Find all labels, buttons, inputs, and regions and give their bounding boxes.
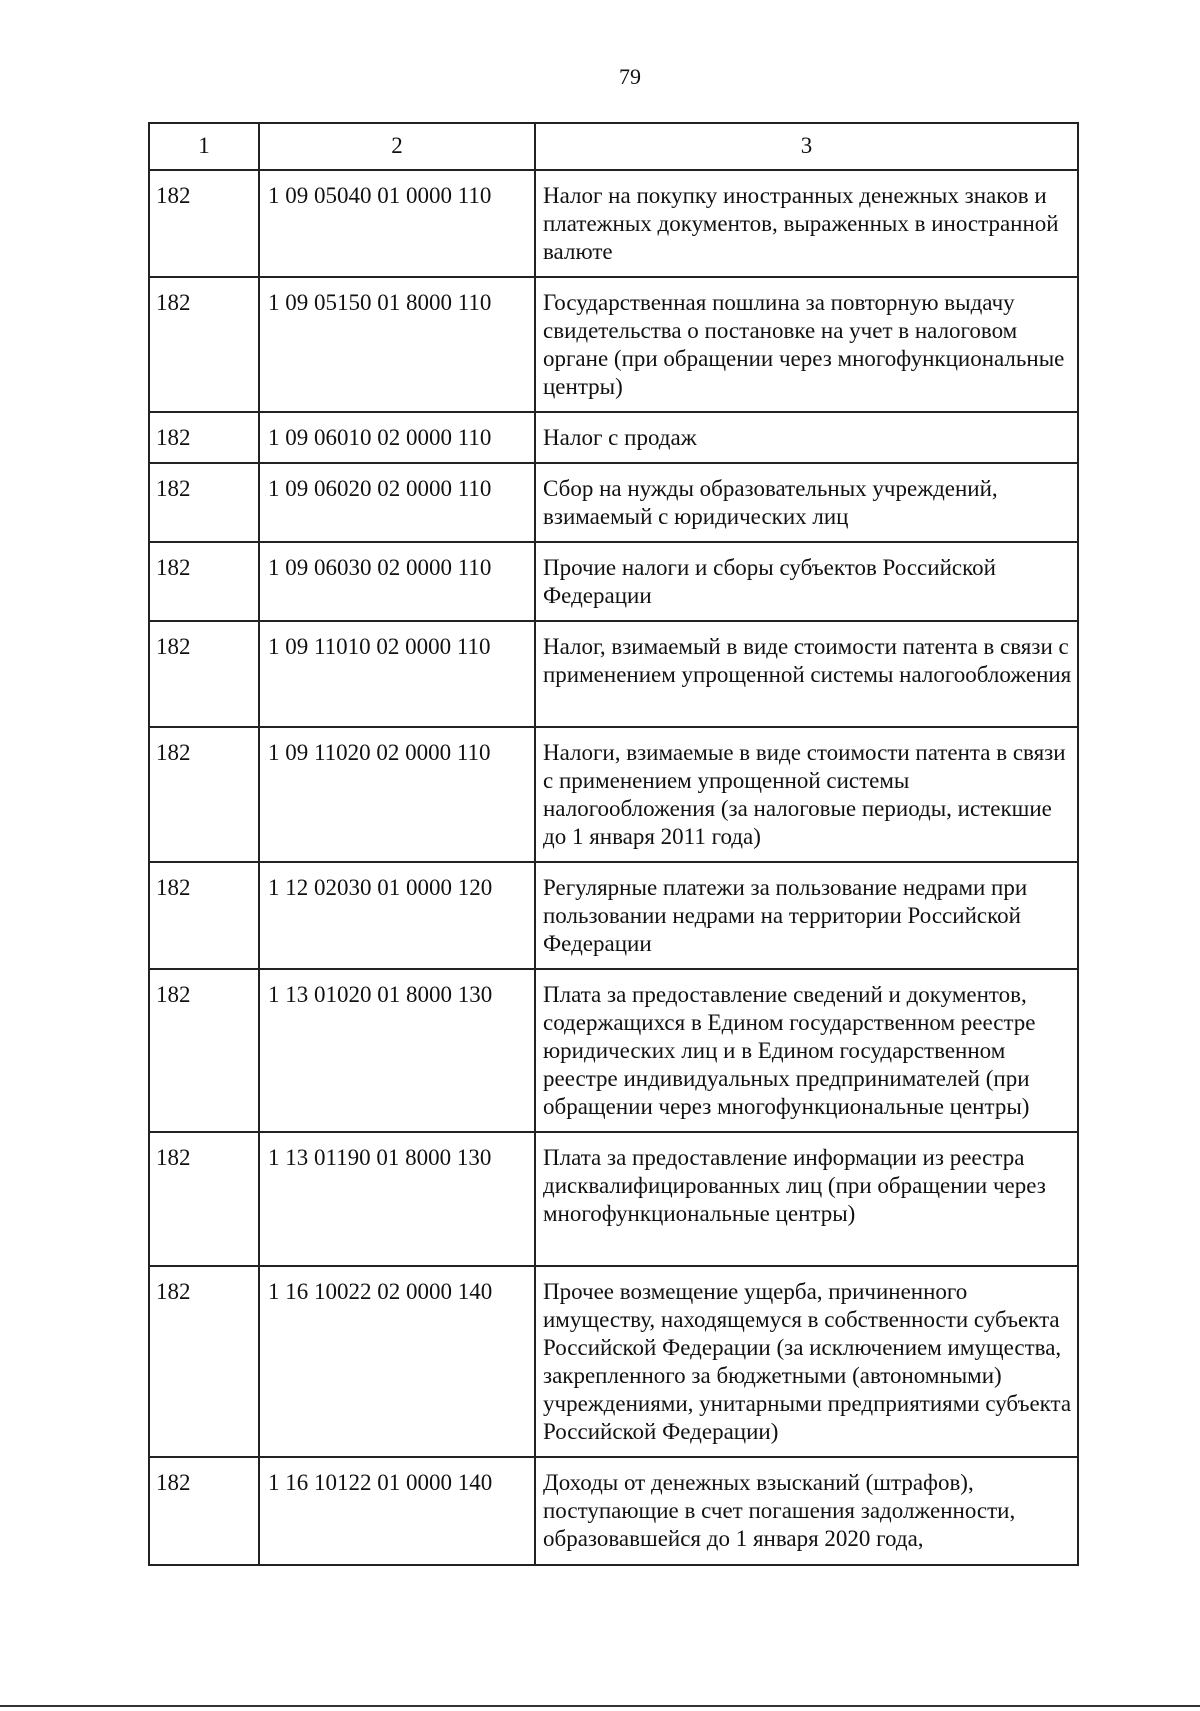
budget-code-cell (259, 1266, 535, 1457)
table-header (149, 123, 1078, 170)
budget-code-cell (259, 621, 535, 727)
header-row (149, 123, 1078, 170)
admin-code-cell: 182 (149, 1457, 259, 1565)
admin-code-cell: 182 (149, 862, 259, 969)
table-row (149, 621, 1078, 727)
table-row (149, 1266, 1078, 1457)
revenue-name-cell: Сбор на нужды образовательных учреждений, взимаемый с юридических лиц (535, 463, 1078, 542)
revenue-name-cell: Налог, взимаемый в виде стоимости патента в связи с применением упрощенной системы налогообложения (535, 621, 1078, 727)
revenue-name-cell: Налог с продаж (535, 412, 1078, 463)
budget-code-text: 1 13 01020 01 8000 130 (268, 982, 493, 1007)
table-row (149, 542, 1078, 621)
budget-code-cell (259, 727, 535, 862)
revenue-codes-table (148, 122, 1079, 1566)
admin-code-cell: 182 (149, 1266, 259, 1457)
table-body (149, 170, 1078, 1565)
budget-code-cell (259, 542, 535, 621)
revenue-name-cell: Доходы от денежных взысканий (штрафов), поступающие в счет погашения задолженности, образовавшейся до 1 января 2020 года, (535, 1457, 1078, 1565)
budget-code-cell (259, 412, 535, 463)
budget-code-text: 1 16 10022 02 0000 140 (268, 1279, 493, 1304)
admin-code-cell: 182 (149, 969, 259, 1132)
admin-code-cell: 182 (149, 542, 259, 621)
revenue-name-cell: Прочее возмещение ущерба, причиненного имуществу, находящемуся в собственности субъекта Российской Федерации (за исключением имущества, закрепленного за бюджетными (автономными) учреждениями, унитарными предприятиями субъекта Российской Федерации) (535, 1266, 1078, 1457)
table-row (149, 1132, 1078, 1266)
table-row (149, 727, 1078, 862)
revenue-name-cell: Прочие налоги и сборы субъектов Российской Федерации (535, 542, 1078, 621)
revenue-name-cell: Плата за предоставление сведений и документов, содержащихся в Едином государственном реестре юридических лиц и в Едином государственном реестре индивидуальных предпринимателей (при обращении через многофункциональные центры) (535, 969, 1078, 1132)
revenue-name-cell: Налог на покупку иностранных денежных знаков и платежных документов, выраженных в иностранной валюте (535, 170, 1078, 277)
budget-code-text: 1 12 02030 01 0000 120 (268, 875, 493, 900)
budget-code-text: 1 09 05150 01 8000 110 (268, 290, 492, 315)
revenue-name-cell: Налоги, взимаемые в виде стоимости патента в связи с применением упрощенной системы налогообложения (за налоговые периоды, истекшие до 1 января 2011 года) (535, 727, 1078, 862)
admin-code-cell: 182 (149, 277, 259, 412)
admin-code-cell: 182 (149, 412, 259, 463)
admin-code-cell: 182 (149, 621, 259, 727)
budget-code-text: 1 09 11020 02 0000 110 (268, 740, 491, 765)
column-header-1: 1 (149, 123, 259, 170)
admin-code-cell: 182 (149, 463, 259, 542)
budget-code-cell (259, 170, 535, 277)
budget-code-text: 1 09 06030 02 0000 110 (268, 555, 492, 580)
column-header-3: 3 (535, 123, 1078, 170)
revenue-name-cell: Государственная пошлина за повторную выдачу свидетельства о постановке на учет в налоговом органе (при обращении через многофункциональные центры) (535, 277, 1078, 412)
table-row (149, 277, 1078, 412)
budget-code-text: 1 09 06010 02 0000 110 (268, 425, 492, 450)
budget-code-cell (259, 463, 535, 542)
budget-code-text: 1 09 06020 02 0000 110 (268, 476, 492, 501)
table-row (149, 862, 1078, 969)
revenue-name-cell: Регулярные платежи за пользование недрами при пользовании недрами на территории Российской Федерации (535, 862, 1078, 969)
revenue-name-cell: Плата за предоставление информации из реестра дисквалифицированных лиц (при обращении через многофункциональные центры) (535, 1132, 1078, 1266)
admin-code-cell: 182 (149, 1132, 259, 1266)
table-row (149, 1457, 1078, 1565)
budget-code-cell (259, 862, 535, 969)
budget-code-cell (259, 1132, 535, 1266)
scan-bottom-edge (0, 1705, 1200, 1707)
budget-code-cell (259, 1457, 535, 1565)
budget-code-text: 1 16 10122 01 0000 140 (268, 1470, 493, 1495)
table-row (149, 412, 1078, 463)
budget-code-cell (259, 277, 535, 412)
column-header-2: 2 (259, 123, 535, 170)
admin-code-cell: 182 (149, 170, 259, 277)
page-number: 79 (619, 64, 641, 89)
budget-code-cell (259, 969, 535, 1132)
budget-code-text: 1 09 05040 01 0000 110 (268, 183, 492, 208)
admin-code-cell: 182 (149, 727, 259, 862)
budget-code-text: 1 09 11010 02 0000 110 (268, 634, 491, 659)
budget-code-text: 1 13 01190 01 8000 130 (268, 1145, 492, 1170)
table-row (149, 969, 1078, 1132)
table-row (149, 170, 1078, 277)
table-row (149, 463, 1078, 542)
